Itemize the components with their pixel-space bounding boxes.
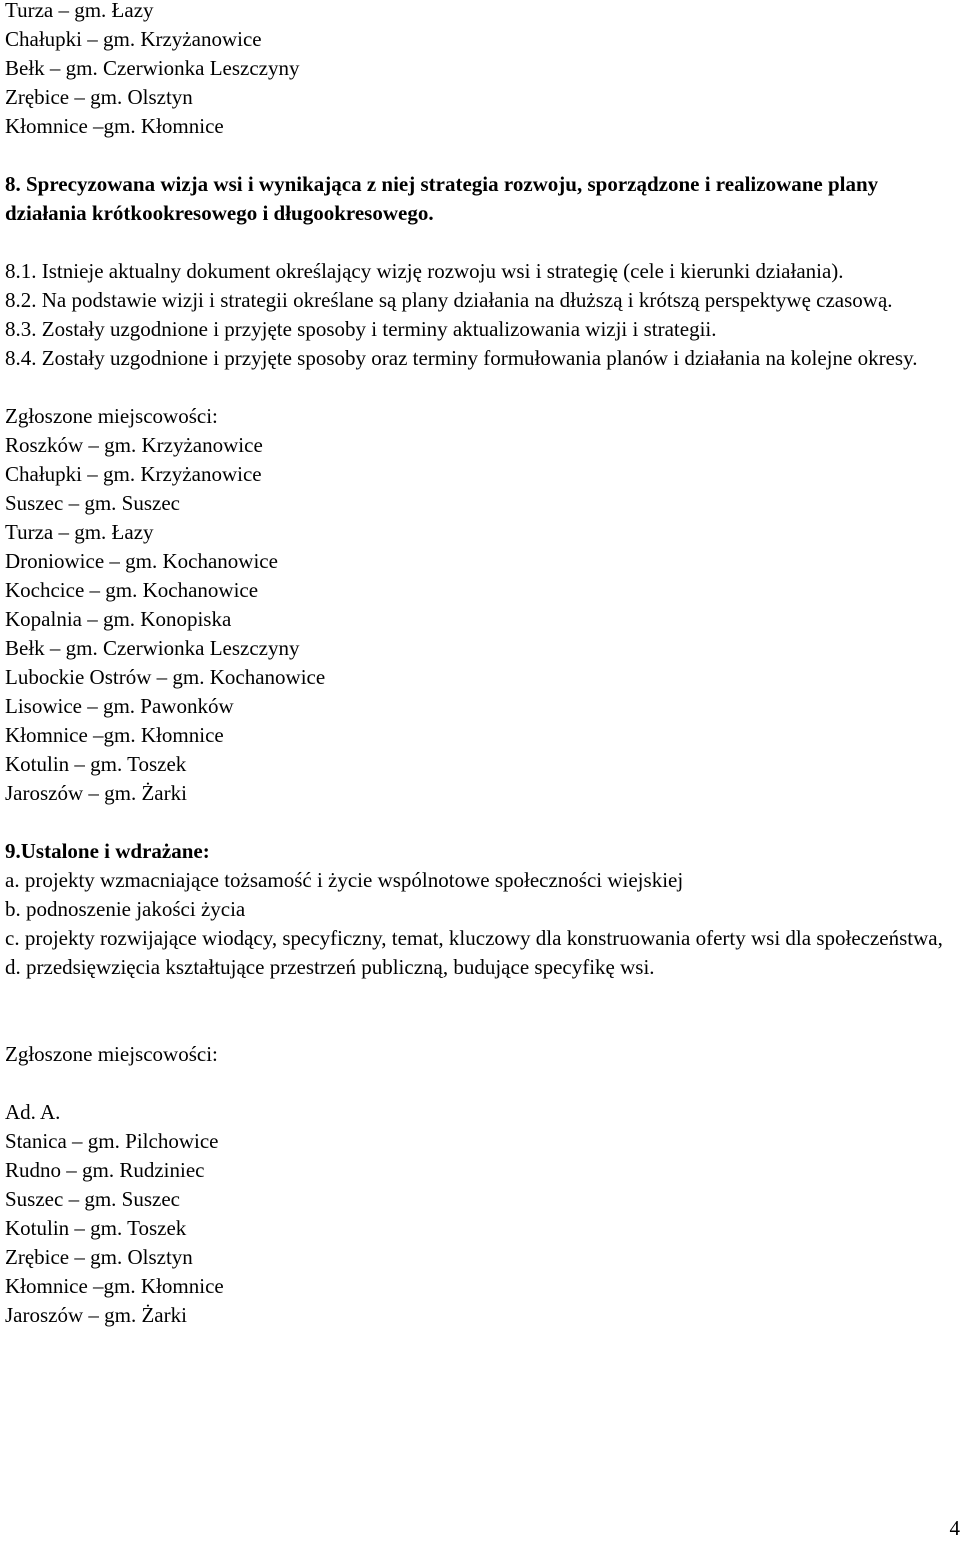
list-item: Stanica – gm. Pilchowice	[5, 1129, 219, 1153]
list-item: Kopalnia – gm. Konopiska	[5, 607, 232, 631]
list-item: Jaroszów – gm. Żarki	[5, 781, 187, 805]
list-item: Lubockie Ostrów – gm. Kochanowice	[5, 665, 326, 689]
list-item: Droniowice – gm. Kochanowice	[5, 549, 278, 573]
list-item: Suszec – gm. Suszec	[5, 491, 180, 515]
top-village-list	[5, 0, 950, 141]
list-item: Kochcice – gm. Kochanowice	[5, 578, 259, 602]
list-item: Zrębice – gm. Olsztyn	[5, 85, 193, 109]
section-8-criteria	[5, 257, 950, 373]
item-c: c. projekty rozwijające wiodący, specyficzny, temat, kluczowy dla konstruowania oferty wsi dla społeczeństwa,	[5, 926, 943, 950]
list-item: Kotulin – gm. Toszek	[5, 1216, 187, 1240]
item-d: d. przedsięwzięcia kształtujące przestrzeń publiczną, budujące specyfikę wsi.	[5, 955, 655, 979]
list-item: Suszec – gm. Suszec	[5, 1187, 180, 1211]
list-item: Kotulin – gm. Toszek	[5, 752, 187, 776]
list-item: Lisowice – gm. Pawonków	[5, 694, 234, 718]
section-9-heading: 9.Ustalone i wdrażane:	[5, 839, 210, 863]
list-item: Chałupki – gm. Krzyżanowice	[5, 462, 262, 486]
list-item: Kłomnice –gm. Kłomnice	[5, 114, 224, 138]
list-item: Rudno – gm. Rudziniec	[5, 1158, 205, 1182]
section-8-submitted-list	[5, 431, 950, 808]
list-item: Bełk – gm. Czerwionka Leszczyny	[5, 56, 300, 80]
list-item: Bełk – gm. Czerwionka Leszczyny	[5, 636, 300, 660]
list-item: Roszków – gm. Krzyżanowice	[5, 433, 263, 457]
page-number: 4	[949, 1516, 960, 1540]
section-9-items	[5, 866, 950, 982]
list-item: Turza – gm. Łazy	[5, 520, 154, 544]
list-item: Chałupki – gm. Krzyżanowice	[5, 27, 262, 51]
list-item: Kłomnice –gm. Kłomnice	[5, 1274, 224, 1298]
list-item: Turza – gm. Łazy	[5, 0, 154, 22]
section-9-submitted-label: Zgłoszone miejscowości:	[5, 1042, 218, 1066]
section-8-heading: 8. Sprecyzowana wizja wsi i wynikająca z niej strategia rozwoju, sporządzone i realizowane plany działania krótkookresowego i długookresowego.	[5, 172, 879, 225]
criterion-8-3: 8.3. Zostały uzgodnione i przyjęte sposoby i terminy aktualizowania wizji i strategii.	[5, 317, 717, 341]
criterion-8-2: 8.2. Na podstawie wizji i strategii określane są plany działania na dłuższą i krótszą perspektywę czasową.	[5, 288, 893, 312]
item-a: a. projekty wzmacniające tożsamość i życie wspólnotowe społeczności wiejskiej	[5, 868, 684, 892]
section-9-submitted-list	[5, 1127, 950, 1330]
criterion-8-1: 8.1. Istnieje aktualny dokument określający wizję rozwoju wsi i strategię (cele i kierunki działania).	[5, 259, 844, 283]
criterion-8-4: 8.4. Zostały uzgodnione i przyjęte sposoby oraz terminy formułowania planów i działania na kolejne okresy.	[5, 346, 918, 370]
section-8-submitted-label: Zgłoszone miejscowości:	[5, 404, 218, 428]
list-item: Jaroszów – gm. Żarki	[5, 1303, 187, 1327]
item-b: b. podnoszenie jakości życia	[5, 897, 246, 921]
list-item: Zrębice – gm. Olsztyn	[5, 1245, 193, 1269]
document-page	[5, 0, 950, 1330]
list-item: Kłomnice –gm. Kłomnice	[5, 723, 224, 747]
section-9-sub-heading: Ad. A.	[5, 1100, 61, 1124]
